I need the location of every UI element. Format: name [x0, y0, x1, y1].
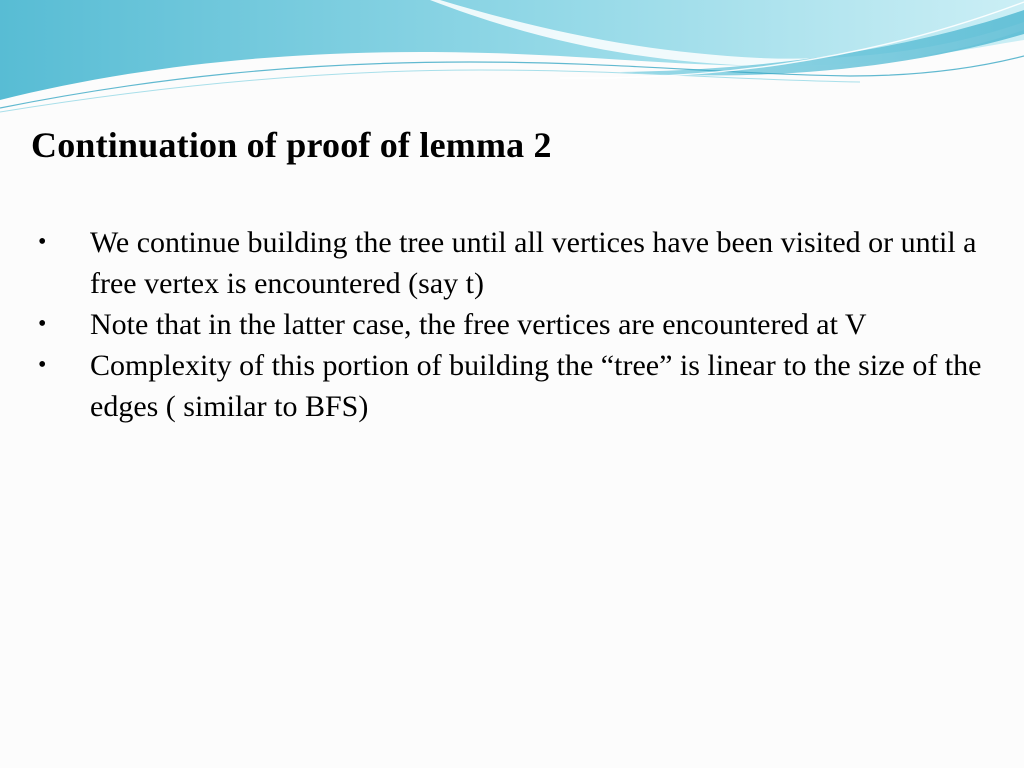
list-item	[38, 345, 988, 427]
list-item	[38, 222, 988, 304]
bullet-dot: •	[38, 352, 47, 378]
list-item	[38, 304, 988, 345]
bullet-dot: •	[38, 311, 47, 337]
wave-banner-decoration	[0, 0, 1024, 120]
bullet-text: Note that in the latter case, the free vertices are encountered at V	[90, 308, 867, 341]
slide-title: Continuation of proof of lemma 2	[31, 125, 552, 165]
bullet-list	[38, 222, 988, 427]
bullet-dot: •	[38, 229, 47, 255]
bullet-text: We continue building the tree until all vertices have been visited or until a free vertex is encountered (say t)	[90, 226, 977, 300]
bullet-text: Complexity of this portion of building the “tree” is linear to the size of the edges ( similar to BFS)	[90, 349, 982, 423]
wave-line-2	[0, 70, 860, 112]
